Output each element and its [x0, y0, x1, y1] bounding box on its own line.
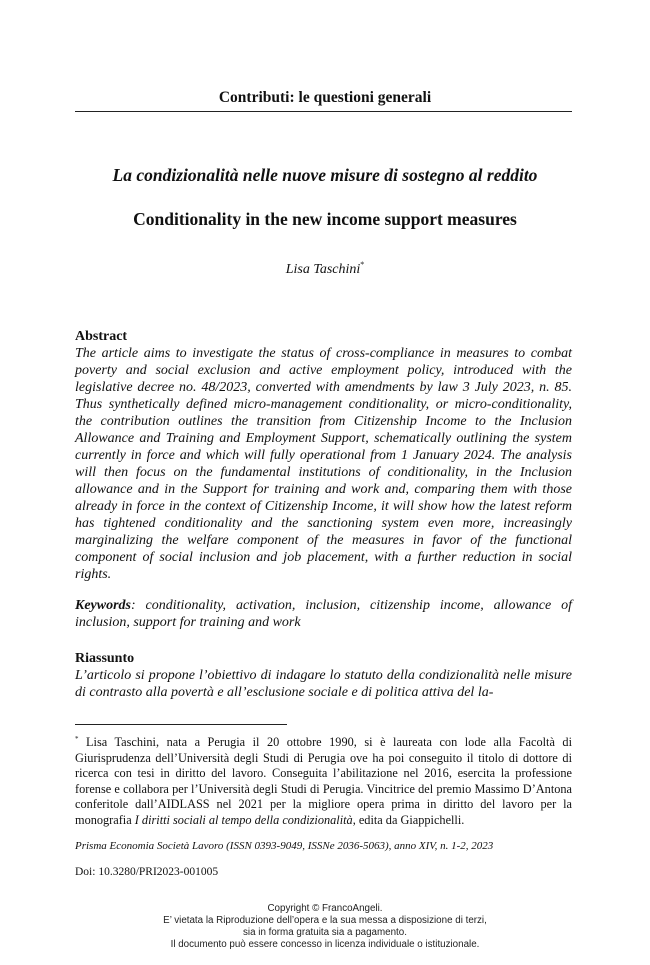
- doi: Doi: 10.3280/PRI2023-001005: [75, 866, 219, 878]
- copyright-line-1: Copyright © FrancoAngeli.: [267, 903, 383, 914]
- author-name-text: Lisa Taschini: [285, 262, 361, 277]
- header-divider: [75, 111, 572, 112]
- author-name: [0, 262, 650, 278]
- keywords-label: Keywords: [75, 598, 131, 613]
- footnote-book-title: I diritti sociali al tempo della condizionalità: [134, 812, 353, 827]
- riassunto-text: L’articolo si propone l’obiettivo di indagare lo statuto della condizionalità nelle misure di contrasto alla povertà e all’esclusione sociale e di politica attiva del la-: [75, 668, 572, 700]
- abstract-section: [75, 328, 572, 583]
- riassunto-heading: Riassunto: [75, 651, 135, 666]
- keywords-text: : conditionality, activation, inclusion, citizenship income, allowance of inclusion, support for training and work: [75, 598, 572, 630]
- section-heading: Contributi: le questioni generali: [218, 89, 432, 106]
- article-title-italian: La condizionalità nelle nuove misure di sostegno al reddito: [112, 165, 538, 185]
- footnote-text-end: , edita da Giappichelli.: [352, 812, 465, 827]
- article-title-english: Conditionality in the new income support measures: [133, 209, 517, 229]
- copyright-line-3: sia in forma gratuita sia a pagamento.: [243, 927, 407, 938]
- copyright-line-4: Il documento può essere concesso in licenza individuale o istituzionale.: [170, 939, 480, 950]
- footnote-divider: [75, 724, 287, 725]
- abstract-text: The article aims to investigate the status of cross-compliance in measures to combat poverty and social exclusion and active employment policy, introduced with the legislative decree no. 48/2023, converted with amendments by law 3 July 2023, n. 85. Thus synthetically defined micro-management conditionality, or micro-conditionality, the contribution outlines the transition from Citizenship Income to the Inclusion Allowance and Training and Employment Support, schematically outlining the system currently in force and which will fully operational from 1 January 2024. The analysis will then focus on the fundamental institutions of conditionality, in the Inclusion allowance and in the Support for training and work and, comparing them with those already in force in the context of Citizenship Income, it will show how the latest reform has tightened conditionality and the sanctioning system even more, increasingly marginalizing the welfare component of the measures in favor of the functional component of social inclusion and job placement, with a further reduction in social rights.: [75, 346, 572, 582]
- copyright-notice: [0, 903, 650, 951]
- abstract-heading: Abstract: [75, 329, 128, 344]
- copyright-line-2: E’ vietata la Riproduzione dell’opera e la sua messa a disposizione di terzi,: [163, 915, 487, 926]
- journal-citation: Prisma Economia Società Lavoro (ISSN 0393-9049, ISSNe 2036-5063), anno XIV, n. 1-2, 2023: [75, 840, 494, 852]
- keywords-section: [75, 597, 572, 631]
- author-footnote-mark: *: [360, 260, 365, 269]
- riassunto-section: [75, 650, 572, 701]
- footnote: [75, 735, 572, 829]
- footnote-text: Lisa Taschini, nata a Perugia il 20 ottobre 1990, si è laureata con lode alla Facoltà di Giurisprudenza dell’Università degli Studi di Perugia ove ha poi conseguito il titolo di dottore di ricerca con tesi in diritto del lavoro. Conseguita l’abilitazione nel 2016, esercita la professione forense e collabora per l’Università degli Studi di Perugia. Vincitrice del premio Massimo D’Antona conferitole dall’AIDLASS nel 2021 per la migliore opera prima in diritto del lavoro per la monografia: [75, 735, 572, 827]
- footnote-mark: *: [75, 735, 79, 743]
